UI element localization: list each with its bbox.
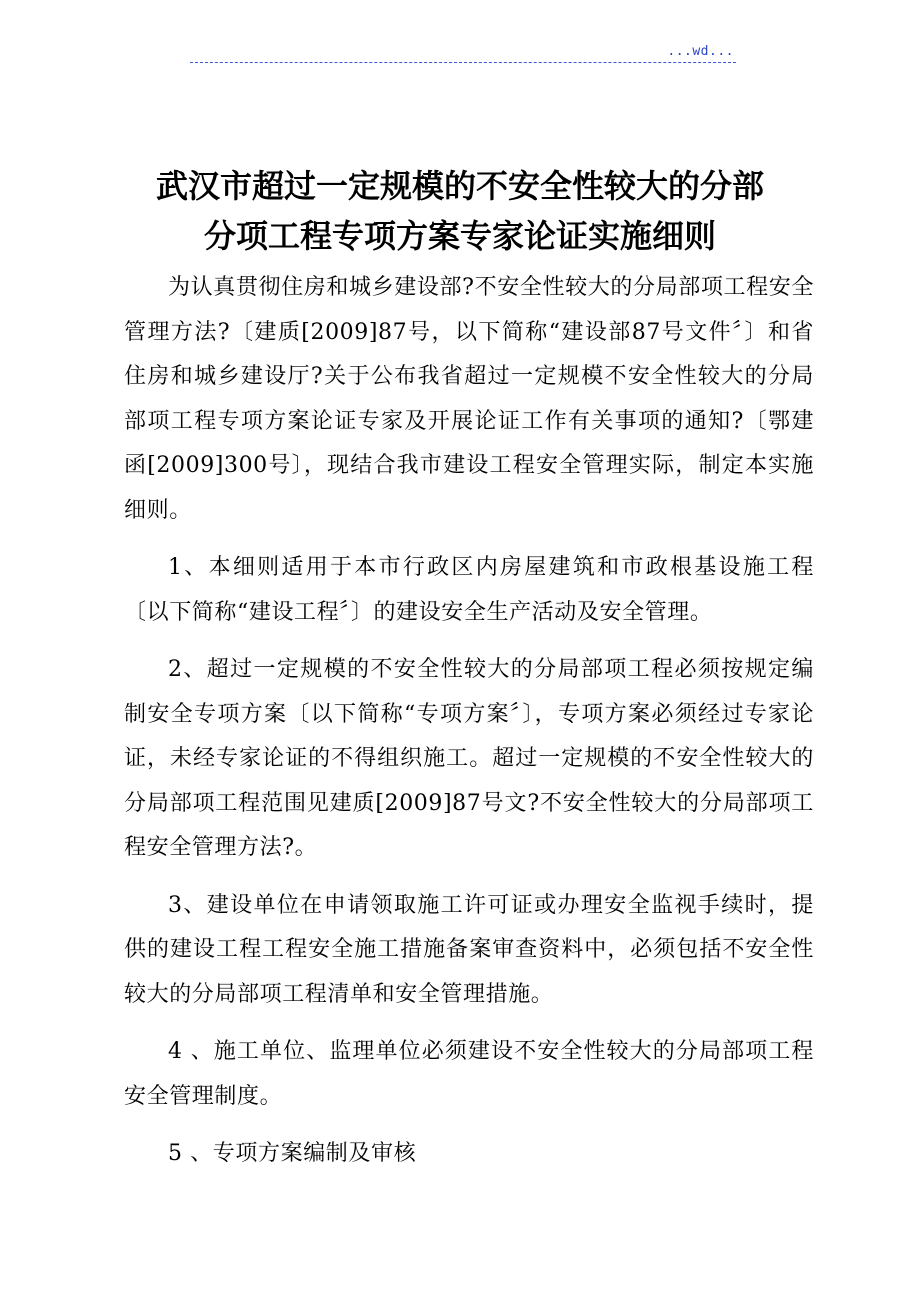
document-title-line-2: 分项工程专项方案专家论证实施细则	[203, 217, 716, 255]
header-text: ...wd...	[667, 44, 734, 59]
document-body	[124, 266, 814, 1177]
paragraph-2: 2、超过一定规模的不安全性较大的分局部项工程必须按规定编制安全专项方案〔以下简称“专项方案〞〕，专项方案必须经过专家论证，未经专家论证的不得组织施工。超过一定规模的不安全性较大的分局部项工程范围见建质[2009]87号文?不安全性较大的分局部项工程安全管理方法?。	[124, 657, 814, 860]
paragraph-intro: 为认真贯彻住房和城乡建设部?不安全性较大的分局部项工程安全管理方法?〔建质[2009]87号，以下简称“建设部87号文件〞〕和省住房和城乡建设厅?关于公布我省超过一定规模不安全性较大的分局部项工程专项方案论证专家及开展论证工作有关事项的通知?〔鄂建函[2009]300号〕，现结合我市建设工程安全管理实际，制定本实施细则。	[124, 275, 814, 523]
page-header	[190, 44, 736, 63]
paragraph-3: 3、建设单位在申请领取施工许可证或办理安全监视手续时，提供的建设工程工程安全施工措施备案审查资料中，必须包括不安全性较大的分局部项工程清单和安全管理措施。	[124, 892, 814, 1007]
paragraph-5: 5 、专项方案编制及审核	[168, 1141, 417, 1166]
document-title-line-1: 武汉市超过一定规模的不安全性较大的分部	[155, 167, 764, 205]
paragraph-4: 4 、施工单位、监理单位必须建设不安全性较大的分局部项工程安全管理制度。	[124, 1039, 814, 1109]
paragraph-1: 1、本细则适用于本市行政区内房屋建筑和市政根基设施工程〔以下简称“建设工程〞〕的建设安全生产活动及安全管理。	[124, 555, 814, 625]
